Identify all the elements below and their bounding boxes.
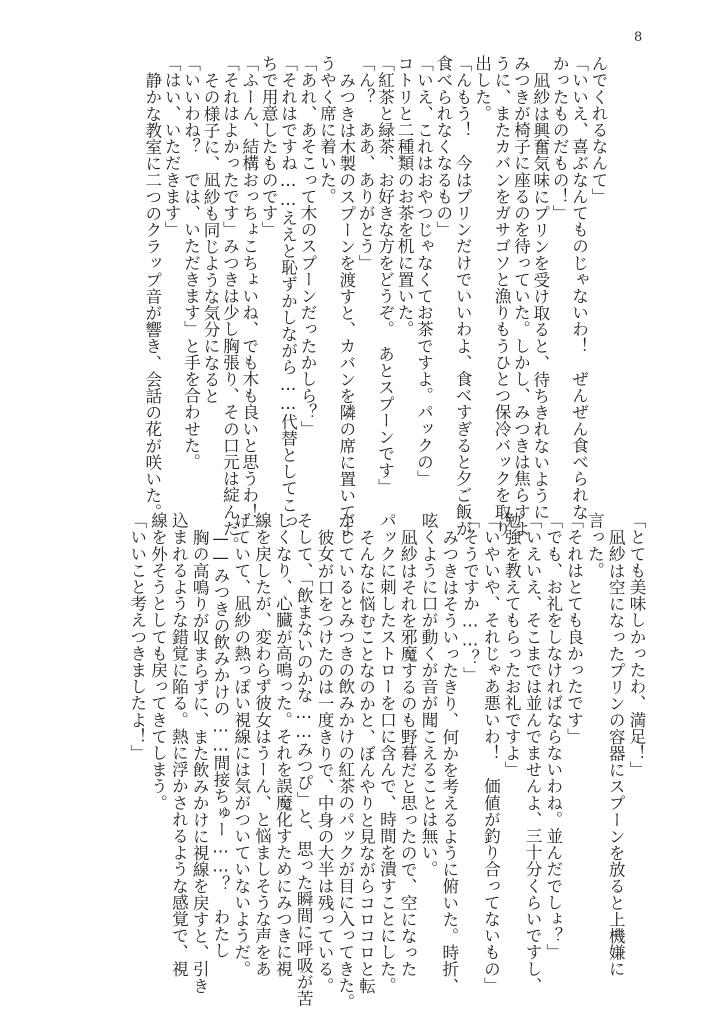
text-line: 言った。 — [585, 512, 605, 579]
text-line: 出した。 — [472, 55, 492, 122]
text-line: 呟くように口が動くが音が聞こえることは無い。 — [419, 512, 438, 878]
text-line: 「いやいや、それじゃあ悪いわ！ 価値が釣り合ってないもの」 — [481, 512, 501, 994]
text-line: 「いえ、これはおやつじゃなくてお茶ですよ。パックの」 — [414, 55, 434, 487]
text-line: 食べられなくなるもの」 — [433, 55, 453, 238]
text-line: 「紅茶と緑茶、お好きな方をどうぞ。 あとスプーンです」 — [375, 55, 395, 495]
text-line: 線を戻したが、変わらず彼女はうーん、と悩ましそうな声をあ — [252, 512, 272, 977]
text-line: 「いえいえ、そこまでは並んでませんよ、三十分くらいですし、 — [523, 512, 542, 994]
text-line: パックに刺したストローを口に含んで、時間を潰すことにした。 — [377, 512, 397, 994]
text-line: 「ん？ ああ、ありがとう」 — [356, 55, 376, 271]
text-line: 「いいわね？ では、いただきます」と手を合わせた。 — [181, 55, 201, 470]
page-number: 8 — [634, 30, 643, 45]
text-line: 凪紗は空になったプリンの容器にスプーンを放ると上機嫌に — [606, 528, 626, 977]
text-line: みつきは木製のスプーンを渡すと、カバンを隣の席に置いてよ — [336, 71, 356, 537]
text-line: 線を外そうとしても戻ってきてしまう。 — [148, 512, 168, 811]
text-line: うに、またカバンをガサゴソと漁りもうひとつ保冷バックを取り — [492, 55, 511, 537]
text-line: ちで用意したものです」 — [259, 55, 279, 238]
text-line: ——みつきの飲みかけの……間接ちゅー……？ わたし — [211, 528, 230, 958]
text-line: 勉強を教えてもらったお礼ですよ」 — [502, 512, 522, 778]
text-line: 「それはですね……ええと恥ずかしながら……代替としてこっ — [278, 55, 298, 530]
text-line: 「ふーん、結構おっちょこちょいね、でも木も良いと思うわ！」 — [239, 55, 259, 537]
text-line: 「んもう！ 今はプリンだけでいいわよ、食べすぎると夕ご飯が — [453, 55, 473, 537]
text-line: そんなに悩むことなのかと、ぼんやりと見ながらコロコロと転 — [356, 528, 376, 994]
text-line: 胸の高鳴りが収まらずに、また飲みかけに視線を戻すと、引き — [190, 528, 210, 994]
text-line: 「はい、いただきます」 — [162, 55, 182, 238]
text-line: げていて、凪紗の熱っぽい視線には気がついていないようだ。 — [231, 512, 251, 977]
text-line: そして、「飲まないのかな……みつぴ」と、思った瞬間に呼吸が苦 — [294, 512, 314, 1007]
text-line: 「それはとても良かったです」 — [564, 512, 584, 745]
text-line: 「いいこと考えつきましたよ！」 — [127, 512, 147, 761]
text-line: かったものだもの！」 — [550, 55, 570, 221]
text-line: 「とても美味しかったわ、満足！」 — [627, 512, 646, 778]
text-line: その様子に、凪紗も同じような気分になると — [201, 71, 220, 404]
text-line: コトリと二種類のお茶を机に置いた。 — [395, 55, 414, 338]
text-line: 「それはよかったです」みつきは少し胸張り、その口元は綻んだ。 — [220, 55, 240, 553]
text-line: んでくれるなんて」 — [589, 55, 608, 205]
text-line: うやく席に着いた。 — [317, 55, 337, 205]
text-line: がしているとみつきの飲みかけの紅茶のパックが目に入ってきた。 — [335, 512, 355, 1010]
text-line: しくなり、心臓が高鳴った。それを誤魔化すためにみつきに視 — [273, 512, 293, 977]
text-line: 「いいえ、喜ぶなんてものじゃないわ！ ぜんぜん食べられな — [569, 55, 589, 520]
text-line: 凪紗は興奮気味にプリンを受け取ると、待ちきれないように — [530, 71, 550, 520]
text-line: 静かな教室に二つのクラップ音が響き、会話の花が咲いた。 — [142, 71, 162, 520]
text-line: 「そうですか……？」 — [460, 512, 480, 683]
text-line: 彼女が口をつけたのは一度きりで、中身の大半は残っている。 — [315, 528, 334, 994]
text-line: みつきはそういったきり、何かを考えるように俯いた。時折、 — [439, 528, 459, 994]
text-line: 「でも、お礼をしなければならないわね。並んだでしょ？」 — [543, 512, 563, 961]
text-line: 込まれるような錯覚に陥る。熱に浮かされるような感覚で、視 — [169, 512, 189, 977]
text-line: 凪紗はそれを邪魔するのも野暮だと思ったので、空になった — [398, 528, 418, 977]
text-line: みつきが椅子に座るのを待っていた。しかし、みつきは焦らすよ — [511, 55, 531, 537]
text-line: 「あれ、あそこって木のスプーンだったかしら？」 — [298, 55, 317, 437]
